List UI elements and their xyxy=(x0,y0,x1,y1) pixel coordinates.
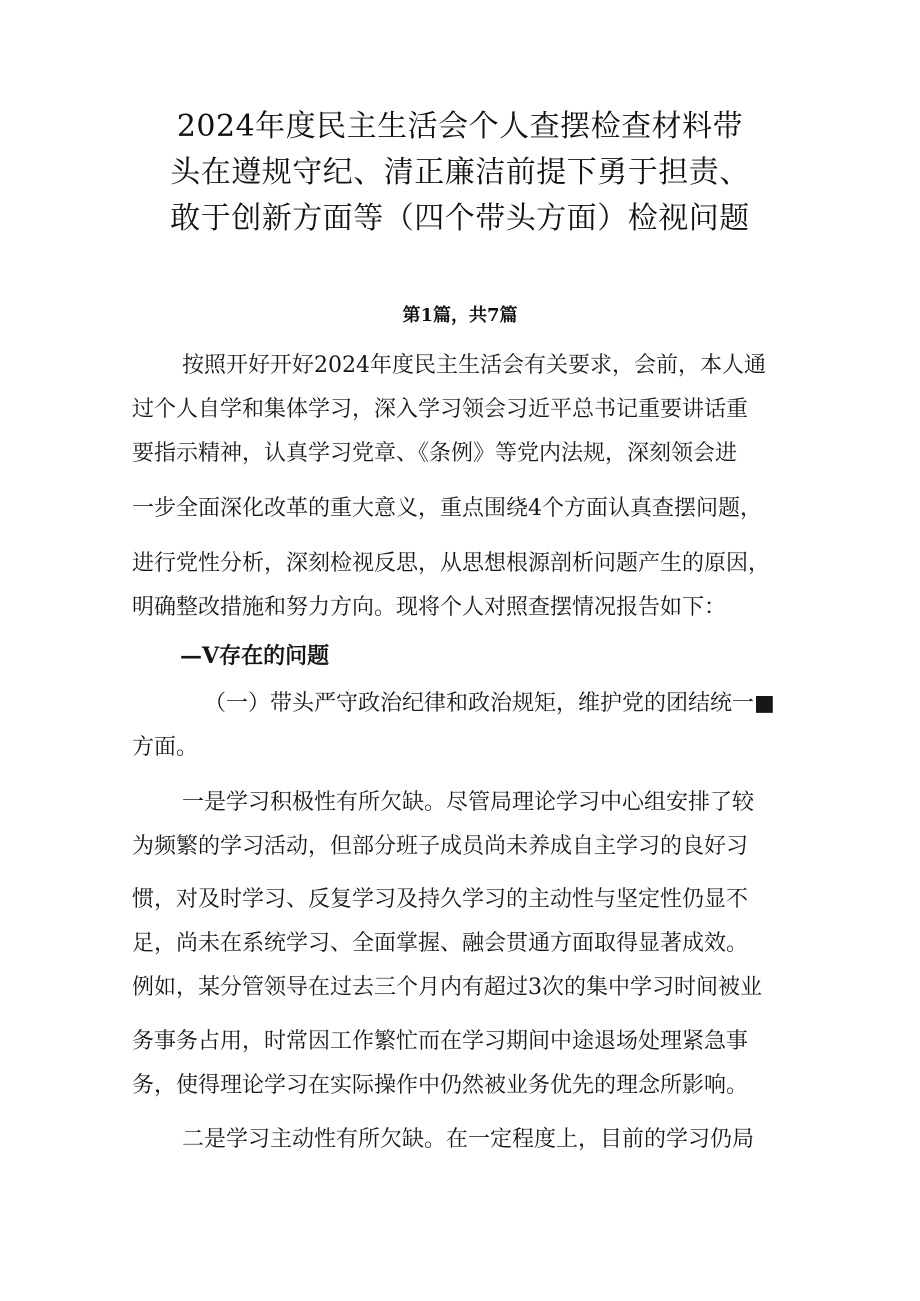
para-line: 二是学习主动性有所欠缺。在一定程度上，目前的学习仍局 xyxy=(182,1127,755,1152)
title-line: 2024年度民主生活会个人查摆检查材料带 xyxy=(176,109,744,144)
para-line: 务事务占用，时常因工作繁忙而在学习期间中途退场处理紧急事 xyxy=(132,1029,749,1054)
intro-line: 过个人自学和集体学习，深入学习领会习近平总书记重要讲话重 xyxy=(132,397,749,422)
para-line: 惯，对及时学习、反复学习及持久学习的主动性与坚定性仍显不 xyxy=(132,887,749,912)
para-line: 例如，某分管领导在过去三个月内有超过3次的集中学习时间被业 xyxy=(132,975,762,1000)
document-title xyxy=(120,104,800,242)
para-line: 一是学习积极性有所欠缺。尽管局理论学习中心组安排了较 xyxy=(182,790,755,815)
intro-line: 一步全面深化改革的重大意义，重点围绕4个方面认真查摆问题， xyxy=(132,496,762,521)
para-line: 务，使得理论学习在实际操作中仍然被业务优先的理念所影响。 xyxy=(132,1073,749,1098)
para-line: 为频繁的学习活动，但部分班子成员尚未养成自主学习的良好习 xyxy=(132,834,749,859)
intro-line: 按照开好开好2024年度民主生活会有关要求，会前，本人通 xyxy=(182,353,766,378)
intro-line: 要指示精神，认真学习党章、《条例》等党内法规，深刻领会进 xyxy=(132,441,738,466)
page-indicator: 第1篇，共7篇 xyxy=(402,305,518,326)
section-heading: —V存在的问题 xyxy=(180,643,330,669)
title-line: 头在遵规守纪、清正廉洁前提下勇于担责、 xyxy=(170,155,750,190)
subsection-line: （一）带头严守政治纪律和政治规矩，维护党的团结统一■ xyxy=(204,691,775,716)
intro-line: 明确整改措施和努力方向。现将个人对照查摆情况报告如下： xyxy=(132,595,727,620)
intro-line: 进行党性分析，深刻检视反思，从思想根源剖析问题产生的原因， xyxy=(132,551,771,576)
para-line: 足，尚未在系统学习、全面掌握、融会贯通方面取得显著成效。 xyxy=(132,931,749,956)
subsection-line: 方面。 xyxy=(132,735,199,760)
title-line: 敢于创新方面等（四个带头方面）检视问题 xyxy=(170,201,750,236)
